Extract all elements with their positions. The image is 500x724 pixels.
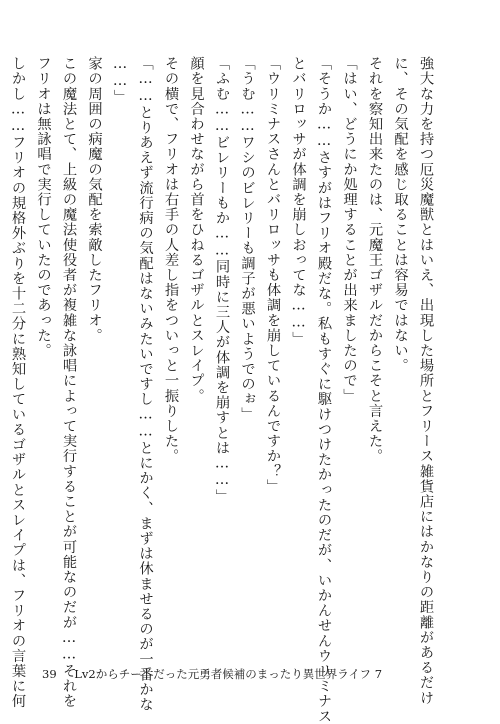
- text-line: その横で、フリオは右手の人差し指をついっと一振りした。: [163, 56, 179, 464]
- text-line: 顔を見合わせながら首をひねるゴザルとスレイプ。: [188, 56, 205, 404]
- book-title: Lv2からチートだった元勇者候補のまったり異世界ライフ 7: [74, 667, 383, 681]
- text-line: 「うむ……ワシのビレリーも調子が悪いようでのぉ」: [239, 56, 256, 422]
- text-line: 強大な力を持つ厄災魔獣とはいえ、出現した場所とフリース雑貨店にはかなりの距離があるだけ: [418, 56, 434, 706]
- text-line: しかし……フリオの規格外ぶりを十二分に熟知しているゴザルとスレイプは、フリオの言葉に何: [10, 56, 26, 709]
- text-line: ……」: [112, 56, 128, 105]
- text-line: に、その気配を感じ取ることは容易ではない。: [392, 56, 409, 374]
- page-number: 39: [42, 667, 57, 681]
- text-line: それを察知出来たのは、元魔王ゴザルだからこそと言えた。: [367, 56, 383, 464]
- text-line: 「そうか……さすがはフリオ殿だな。私もすぐに駆けつけたかったのだが、いかんせんウリミナス: [316, 56, 332, 724]
- text-line: 家の周囲の病魔の気配を索敵したフリオ。: [86, 56, 103, 343]
- text-line: 「はい、どうにか処理することが出来ましたので」: [341, 56, 358, 404]
- text-line: 「ウリミナスさんとバリロッサも体調を崩しているんですか？」: [265, 56, 281, 494]
- text-line: フリオは無詠唱で実行していたのであった。: [35, 56, 52, 358]
- text-line: この魔法とて、上級の魔法使役者が複雑な詠唱によって実行することが可能なのだが……それを: [61, 56, 77, 709]
- text-line: 「……とりあえず流行病の気配はないみたいですし……とにかく、まずは休ませるのが一番かな: [137, 56, 154, 713]
- page-footer: [42, 666, 382, 682]
- text-line: とバリロッサが体調を崩しおってな……」: [290, 56, 307, 347]
- text-line: 「ふむ……ビレリーもか……同時に三人が体調を崩すとは……」: [214, 56, 230, 505]
